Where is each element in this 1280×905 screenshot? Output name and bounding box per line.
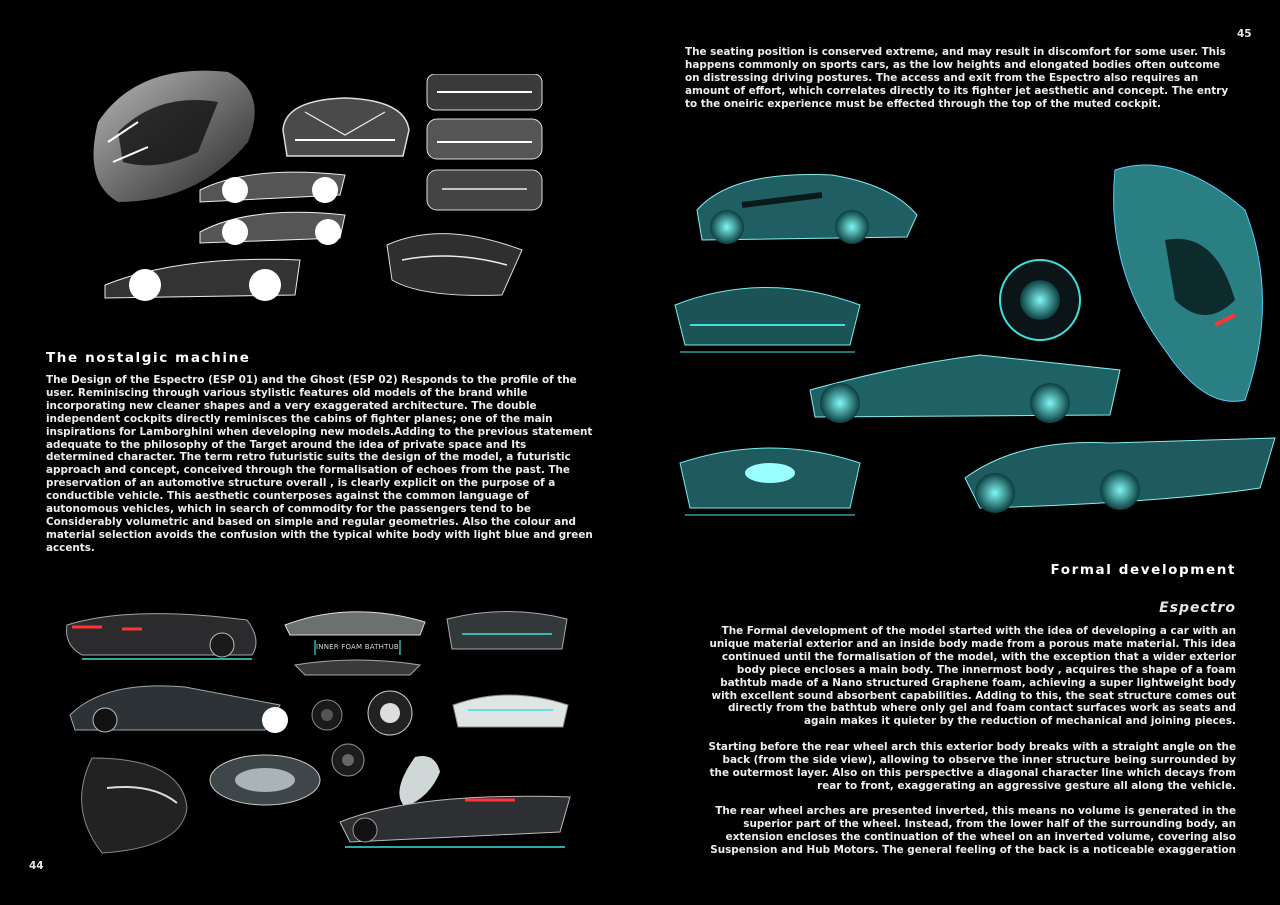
render-wheels <box>305 685 415 740</box>
render-driver-posture <box>335 752 575 852</box>
render-rear-view <box>670 270 865 355</box>
render-side-low <box>800 345 1130 430</box>
sketch-three-quarter-rear <box>382 220 527 300</box>
render-inner-foam-bathtub <box>280 600 430 680</box>
render-front-view <box>442 604 572 656</box>
sketch-rear-view-large <box>275 90 415 162</box>
render-wheel-detail <box>995 255 1085 345</box>
render-rear-three-quarter-right <box>960 428 1280 523</box>
render-front-view-right <box>675 433 865 518</box>
formal-development-paragraph-3: The rear wheel arches are presented inverted, this means no volume is generated in the superior part of the wheel. Instead, from the lower half of the surrounding body, an extension encloses the continuation of the wheel on an inverted volume, covering also Suspension and Hub Motors. The general feeling of the back is a noticeable exaggeration <box>710 805 1236 856</box>
render-side-profile <box>65 675 290 735</box>
inner-foam-bathtub-label: INNER FOAM BATHTUB <box>316 643 399 651</box>
subsection-title-espectro: Espectro <box>1159 600 1236 616</box>
formal-development-paragraph-1: The Formal development of the model started with the idea of developing a car with an unique material exterior and an inside body made from a porous mate material. This idea continued until the formalisation of the model, with the exception that a wider exterior body piece encloses a main body. The innermost body , acquires the shape of a foam bathtub made of a Nano structured Graphene foam, achieving a super lightweight body with excellent sound absorbent capabilities. Adding to this, the seat structure comes out directly from the bathtub where only gel and foam contact surfaces work as seats and again makes it quieter by the reduction of mechanical and joining pieces. <box>709 625 1236 728</box>
section-title-nostalgic-machine: The nostalgic machine <box>46 350 251 366</box>
render-rear-arch-detail <box>62 748 197 858</box>
page-number-left: 44 <box>29 860 44 872</box>
render-rear-three-quarter <box>62 605 267 663</box>
right-page <box>640 0 1280 905</box>
formal-development-paragraph-2: Starting before the rear wheel arch this exterior body breaks with a straight angle on the back (from the side view), allowing to observe the inner structure being surrounded by the outermost layer. Also on this perspective a diagonal character line which decays from rear to front, exaggerating an aggressive gesture all along the vehicle. <box>708 741 1236 792</box>
page-number-right: 45 <box>1237 28 1252 40</box>
render-rear-wide <box>448 685 573 735</box>
render-hero-side <box>692 165 922 255</box>
sketch-rear-views-column <box>422 74 547 212</box>
section-body-nostalgic-machine: The Design of the Espectro (ESP 01) and the Ghost (ESP 02) Responds to the profile of the user. Reminiscing through various stylistic features old models of the brand while incorporating new cleaner shapes and a very exaggerated architecture. The double independent cockpits directly reminisces the cabins of fighter planes; one of the main inspirations for Lamborghini when developing new models.Adding to the previous statement adequate to the philosophy of the Target around the idea of private space and Its determined character. The term retro futuristic suits the design of the model, a futuristic approach and concept, conceived through the formalisation of echoes from the past. The preservation of an automotive structure overall , is clearly explicit on the purpose of a conductible vehicle. This aesthetic counterposes against the common language of autonomous vehicles, which in search of commodity for the passengers tend to be Considerably volumetric and based on simple and regular geometries. Also the colour and material selection avoids the confusion with the typical white body with light blue and green accents. <box>46 374 593 554</box>
seating-position-paragraph: The seating position is conserved extreme, and may result in discomfort for some user. This happens commonly on sports cars, as the low heights and elongated bodies often outcome on distressing driving postures. The access and exit from the Espectro also requires an amount of effort, which correlates directly to its fighter jet aesthetic and concept. The entry to the oneiric experience must be effected through the top of the muted cockpit. <box>685 46 1229 110</box>
section-title-formal-development: Formal development <box>1050 562 1236 578</box>
render-top-bubble <box>205 750 325 810</box>
sketch-side-profiles <box>100 160 390 305</box>
